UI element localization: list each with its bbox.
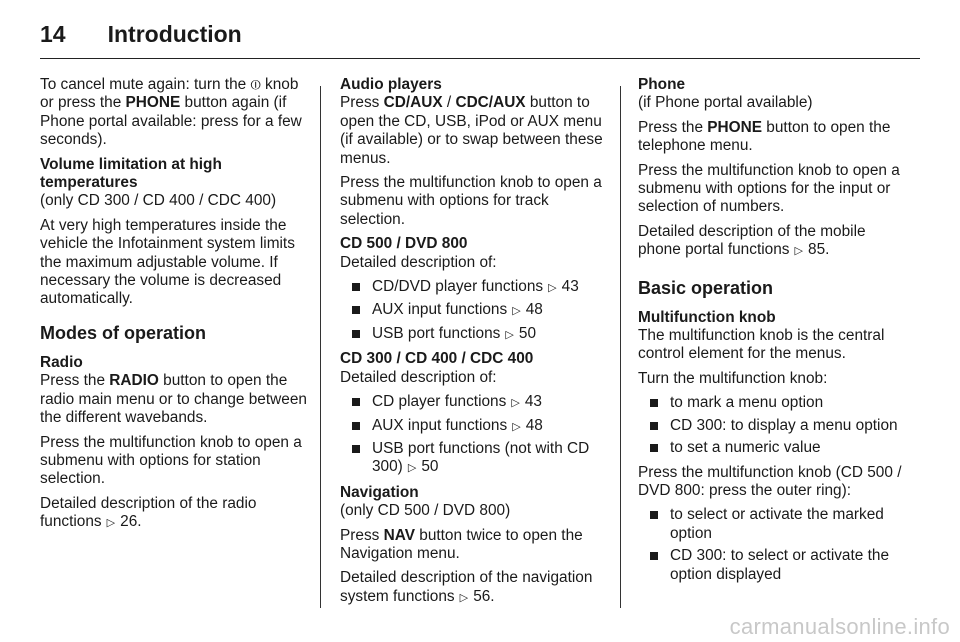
square-bullet-icon [650,399,658,407]
radio-paragraph-2: Press the multifunction knob to open a submenu with options for station selection. [40,433,302,488]
page-ref[interactable]: 26. [120,513,142,531]
knob-paragraph-2: Turn the multifunction knob: [638,369,828,387]
radio-paragraph-1: Press the RADIO button to open the radio main menu or to change between the different wavebands. [40,372,307,427]
power-icon: ⏼ [250,77,261,92]
list-item: AUX input functions ▷ 48 [340,301,608,320]
square-bullet-icon [352,283,360,291]
ref-triangle-icon: ▷ [511,397,520,410]
cd300-intro: Detailed description of: [340,368,497,386]
audio-paragraph-2: Press the multifunction knob to open a submenu with options for track selection. [340,174,602,228]
page-title: Introduction [107,20,242,47]
square-bullet-icon [352,306,360,314]
turn-list [638,394,906,457]
list-item: CD/DVD player functions ▷ 43 [340,278,608,297]
ref-triangle-icon: ▷ [512,420,521,433]
page-ref[interactable]: 56. [473,587,495,605]
cd300-heading: CD 300 / CD 400 / CDC 400 [340,350,534,368]
page-ref[interactable]: 85. [808,241,830,259]
ref-triangle-icon: ▷ [407,462,417,475]
phone-heading: Phone [638,76,686,93]
column-2 [340,76,608,613]
list-item: USB port functions ▷ 50 [340,325,608,344]
list-item: to set a numeric value [638,439,906,457]
press-list [638,506,906,584]
knob-paragraph-1: The multifunction knob is the central control element for the menus. [638,327,885,363]
list-item: CD player functions ▷ 43 [340,393,608,412]
navigation-models: (only CD 500 / DVD 800) [340,502,511,520]
column-divider-1 [320,86,321,608]
phone-models: (if Phone portal available) [638,94,813,112]
cd500-heading: CD 500 / DVD 800 [340,235,468,253]
column-divider-2 [620,86,621,608]
ref-triangle-icon: ▷ [512,305,521,318]
phone-paragraph-2: Press the multifunction knob to open a submenu with options for the input or selection of numbers. [638,161,900,216]
cd500-list [340,278,608,344]
page-ref[interactable]: 48 [525,301,543,319]
radio-paragraph-3: Detailed description of the radio functions ▷ 26. [40,495,308,533]
navigation-paragraph-2: Detailed description of the navigation system functions ▷ 56. [340,569,608,607]
square-bullet-icon [650,444,658,452]
square-bullet-icon [352,330,360,338]
list-item: to mark a menu option [638,394,906,412]
mute-paragraph: To cancel mute again: turn the ⏼ knob or press the PHONE button again (if Phone portal available: press for a few seconds). [40,76,302,149]
square-bullet-icon [650,511,658,519]
page-ref[interactable]: 50 [518,324,537,342]
page-ref[interactable]: 43 [561,278,579,296]
cd300-list [340,393,608,478]
square-bullet-icon [352,445,360,453]
list-item: CD 300: to select or activate the option displayed [638,547,906,584]
navigation-paragraph-1: Press NAV button twice to open the Navigation menu. [340,526,583,562]
volume-limitation-heading: Volume limitation at high temperatures [40,155,222,192]
knob-paragraph-3: Press the multifunction knob (CD 500 / DVD 800: press the outer ring): [638,463,902,499]
header-rule [40,58,920,59]
basic-operation-heading: Basic operation [638,277,774,298]
page-number: 14 [40,20,66,47]
cd500-intro: Detailed description of: [340,253,497,271]
page-ref[interactable]: 43 [524,393,542,411]
volume-description: At very high temperatures inside the vehicle the Infotainment system limits the maximum adjustable volume. If necessary the volume is decreased automatically. [40,216,295,308]
ref-triangle-icon: ▷ [794,245,803,258]
modes-heading: Modes of operation [40,322,206,343]
list-item: USB port functions (not with CD 300) ▷ 50 [340,440,608,478]
multifunction-knob-heading: Multifunction knob [638,308,776,326]
phone-paragraph-3: Detailed description of the mobile phone portal functions ▷ 85. [638,223,906,261]
square-bullet-icon [352,422,360,430]
square-bullet-icon [650,552,658,560]
navigation-heading: Navigation [340,483,419,501]
volume-models: (only CD 300 / CD 400 / CDC 400) [40,192,277,210]
audio-paragraph-1: Press CD/AUX / CDC/AUX button to open the CD, USB, iPod or AUX menu (if available) or to swap between these menus. [340,94,603,167]
column-1 [40,76,308,539]
ref-triangle-icon: ▷ [459,591,469,604]
ref-triangle-icon: ▷ [106,517,116,530]
ref-triangle-icon: ▷ [505,328,514,341]
ref-triangle-icon: ▷ [548,282,557,295]
square-bullet-icon [650,422,658,430]
list-item: AUX input functions ▷ 48 [340,417,608,436]
column-3 [638,76,906,590]
list-item: to select or activate the marked option [638,506,906,543]
phone-paragraph-1: Press the PHONE button to open the telephone menu. [638,118,891,155]
list-item: CD 300: to display a menu option [638,417,906,435]
watermark: carmanualsonline.info [729,614,950,639]
audio-heading: Audio players [340,76,442,93]
square-bullet-icon [352,398,360,406]
page-header [40,18,242,50]
radio-heading: Radio [40,353,83,371]
page-ref[interactable]: 48 [525,416,543,434]
page-ref[interactable]: 50 [421,458,439,476]
